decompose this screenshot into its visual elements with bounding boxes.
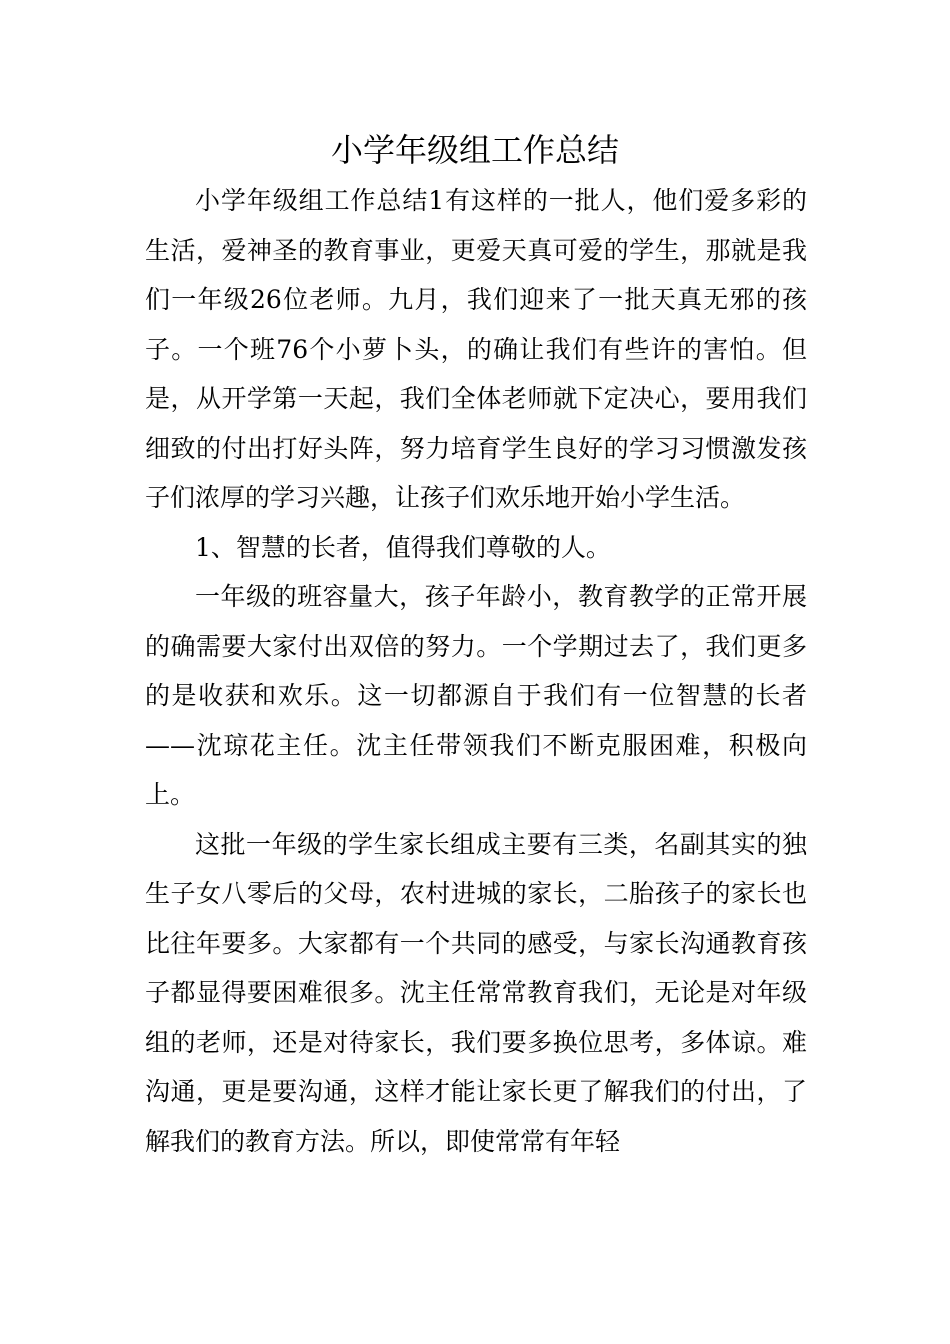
paragraph-leader: 一年级的班容量大，孩子年龄小，教育教学的正常开展的确需要大家付出双倍的努力。一个学期过去了，我们更多的是收获和欢乐。这一切都源自于我们有一位智慧的长者——沈琼花主任。沈主任带领我们不断克服困难，积极向上。 <box>145 582 807 809</box>
document-body <box>145 176 807 1166</box>
paragraph-intro: 小学年级组工作总结1有这样的一批人，他们爱多彩的生活，爱神圣的教育事业，更爱天真可爱的学生，那就是我们一年级26位老师。九月，我们迎来了一批天真无邪的孩子。一个班76个小萝卜头，的确让我们有些许的害怕。但是，从开学第一天起，我们全体老师就下定决心，要用我们细致的付出打好头阵，努力培育学生良好的学习习惯激发孩子们浓厚的学习兴趣，让孩子们欢乐地开始小学生活。 <box>145 186 807 512</box>
paragraph-section-heading: 1、智慧的长者，值得我们尊敬的人。 <box>195 532 611 562</box>
document-title: 小学年级组工作总结 <box>330 131 619 169</box>
paragraph-parents: 这批一年级的学生家长组成主要有三类，名副其实的独生子女八零后的父母，农村进城的家长，二胎孩子的家长也比往年要多。大家都有一个共同的感受，与家长沟通教育孩子都显得要困难很多。沈主任常常教育我们，无论是对年级组的老师，还是对待家长，我们要多换位思考，多体谅。难沟通，更是要沟通，这样才能让家长更了解我们的付出，了解我们的教育方法。所以，即使常常有年轻 <box>145 829 807 1156</box>
